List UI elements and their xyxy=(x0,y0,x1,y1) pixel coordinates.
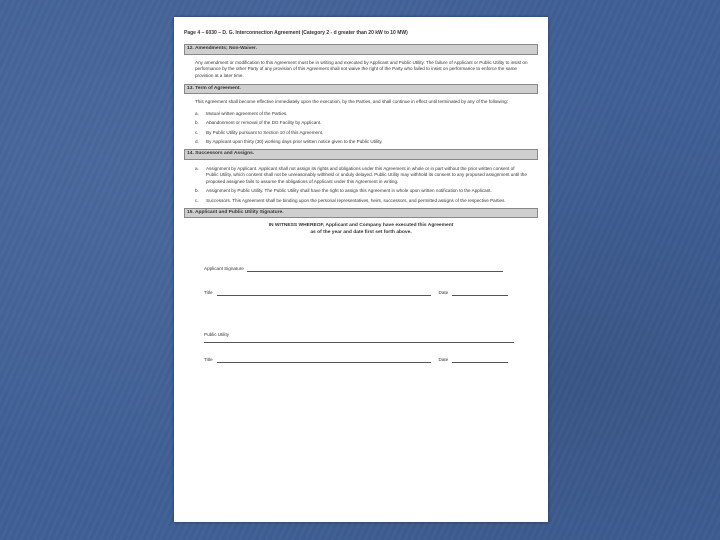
utility-signature-block xyxy=(204,328,538,363)
section-12-heading: 12. Amendments; Non-Waiver. xyxy=(184,44,538,54)
item-text: By Public Utility pursuant to Section 10 of this Agreement. xyxy=(206,129,324,135)
item-letter: d. xyxy=(195,139,199,145)
document-page xyxy=(174,17,548,522)
witness-statement xyxy=(204,223,518,236)
applicant-signature-block xyxy=(204,262,538,296)
item-text: Assignment by Applicant. Applicant shall not assign its rights and obligations under this Agreement in whole or in part without the prior written consent of Public Utility, which consent shall not be unreasonably withheld or unduly delayed. Public Utility may withhold its consent to any proposed assignment until the proposed assignee fails to assume the obligations of Applicant under this Agreement in writing. xyxy=(206,165,527,184)
utility-signature-label: Public Utility xyxy=(204,331,230,337)
list-item xyxy=(195,120,528,126)
applicant-signature-label: Applicant Signature xyxy=(204,265,244,271)
item-letter: c. xyxy=(195,129,199,135)
witness-line-2: as of the year and date first set forth above. xyxy=(310,229,412,235)
title-label: Title xyxy=(204,289,213,295)
item-letter: a. xyxy=(195,110,199,116)
section-14-heading: 14. Successors and Assigns. xyxy=(184,149,538,159)
list-item xyxy=(195,198,528,204)
list-item xyxy=(195,188,528,194)
title-label: Title xyxy=(204,356,213,362)
section-13-intro: This Agreement shall become effective immediately upon the execution, by the Parties, and shall continue in effect until terminated by any of the following: xyxy=(195,99,508,105)
date-label: Date xyxy=(438,356,449,362)
list-item xyxy=(195,166,528,185)
list-item xyxy=(195,111,528,117)
section-13-heading: 13. Term of Agreement. xyxy=(184,84,538,94)
utility-title-line[interactable] xyxy=(217,356,431,363)
utility-signature-line[interactable] xyxy=(204,336,514,343)
list-item xyxy=(195,139,528,145)
section-14-list xyxy=(195,166,528,204)
item-letter: b. xyxy=(195,120,199,126)
utility-date-line[interactable] xyxy=(452,356,508,363)
item-letter: c. xyxy=(195,197,199,203)
item-text: By Applicant upon thirty (30) working days prior written notice given to the Public Utility. xyxy=(206,139,383,145)
item-text: Successors. This Agreement shall be binding upon the personal representatives, heirs, successors, and permitted assigns of the respective Parties. xyxy=(206,197,506,203)
applicant-date-line[interactable] xyxy=(452,289,508,296)
item-letter: a. xyxy=(195,165,199,171)
page-header: Page 4 – 6030 – D. G. Interconnection Agreement (Category 2 - d greater than 20 kW to 10 MW) xyxy=(184,30,408,36)
item-text: Mutual written agreement of the Parties. xyxy=(206,110,288,116)
item-letter: b. xyxy=(195,188,199,194)
section-13-list xyxy=(195,111,528,146)
applicant-signature-row xyxy=(204,262,538,272)
list-item xyxy=(195,130,528,136)
item-text: Assignment by Public Utility. The Public Utility shall have the right to assign this Agreement in whole upon written notification to the Applicant. xyxy=(206,188,492,194)
section-12-body: Any amendment or modification to this Agreement must be in writing and executed by Applicant and Public Utility. The failure of Applicant or Public Utility to insist on performance by the other Party of any provision of this Agreement shall not waive the right of the Party who failed to insist on performance to enforce the same provision at a later time. xyxy=(195,59,528,78)
applicant-title-line[interactable] xyxy=(217,289,431,296)
item-text: Abandonment or removal of the DG Facility by Applicant. xyxy=(206,120,322,126)
applicant-title-row xyxy=(204,286,538,296)
applicant-signature-line[interactable] xyxy=(247,265,503,272)
date-label: Date xyxy=(438,289,449,295)
section-15-heading: 15. Applicant and Public Utility Signature. xyxy=(184,208,538,218)
witness-line-1: IN WITNESS WHEREOF, Applicant and Company have executed this Agreement xyxy=(268,223,454,229)
utility-title-row xyxy=(204,353,538,363)
